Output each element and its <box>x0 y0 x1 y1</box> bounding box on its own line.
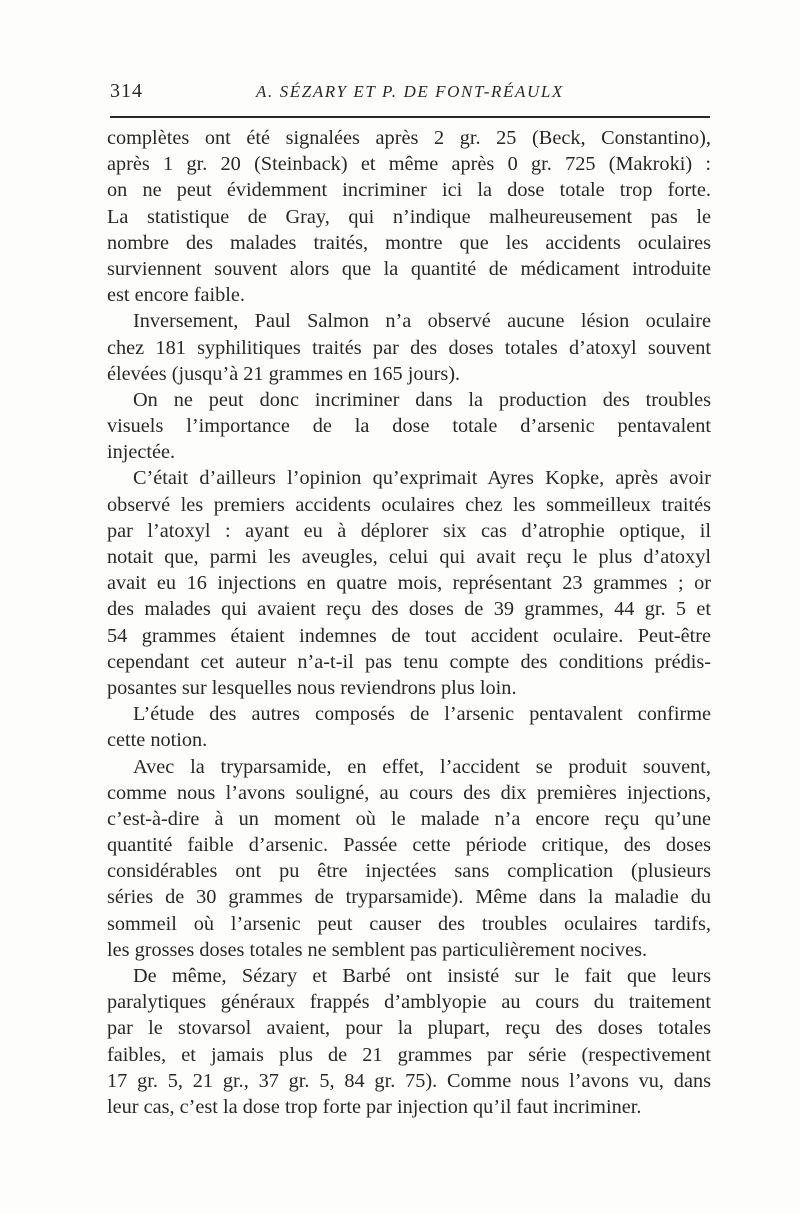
text-line: notait que, parmi les aveugles, celui qui avait reçu le plus d’atoxyl <box>107 546 711 568</box>
text-line: cependant cet auteur n’a-t-il pas tenu compte des conditions prédis- <box>107 650 711 673</box>
text-line: L’étude des autres composés de l’arsenic pentavalent confirme <box>133 703 711 726</box>
text-line: élevées (jusqu’à 21 grammes en 165 jours). <box>107 362 461 385</box>
text-line: est encore faible. <box>107 284 245 307</box>
text-line: complètes ont été signalées après 2 gr. 25 (Beck, Constantino), <box>107 127 711 149</box>
text-line: considérables ont pu être injectées sans complication (plusieurs <box>107 860 711 883</box>
text-line: visuels l’importance de la dose totale d’arsenic pentavalent <box>107 415 711 438</box>
text-line: séries de 30 grammes de tryparsamide). Même dans la maladie du <box>107 886 711 909</box>
text-line: paralytiques généraux frappés d’amblyopie au cours du traitement <box>107 991 711 1014</box>
text-line: faibles, et jamais plus de 21 grammes par série (respectivement <box>107 1043 711 1066</box>
header-rule <box>110 116 710 118</box>
text-line: La statistique de Gray, qui n’indique malheureusement pas le <box>107 205 711 228</box>
text-line: des malades qui avaient reçu des doses de 39 grammes, 44 gr. 5 et <box>107 598 711 621</box>
text-line: surviennent souvent alors que la quantité de médicament introduite <box>107 257 711 280</box>
text-line: sommeil où l’arsenic peut causer des troubles oculaires tardifs, <box>107 912 711 935</box>
page-header <box>110 80 710 110</box>
text-line: comme nous l’avons souligné, au cours des dix premières injections, <box>107 781 711 804</box>
text-line: On ne peut donc incriminer dans la production des troubles <box>133 388 711 411</box>
text-line: injectée. <box>107 441 176 464</box>
text-line: observé les premiers accidents oculaires chez les sommeilleux traités <box>107 493 711 516</box>
running-head: A. SÉZARY ET P. DE FONT-RÉAULX <box>256 82 564 101</box>
text-line: posantes sur lesquelles nous reviendrons plus loin. <box>107 676 517 699</box>
text-line: C’était d’ailleurs l’opinion qu’exprimait Ayres Kopke, après avoir <box>133 467 711 490</box>
text-line: quantité faible d’arsenic. Passée cette période critique, des doses <box>107 834 711 857</box>
text-line: De même, Sézary et Barbé ont insisté sur le fait que leurs <box>133 965 711 987</box>
text-line: 54 grammes étaient indemnes de tout accident oculaire. Peut-être <box>107 624 711 647</box>
text-line: après 1 gr. 20 (Steinback) et même après 0 gr. 725 (Makroki) : <box>107 153 711 176</box>
text-line: les grosses doses totales ne semblent pas particulièrement nocives. <box>107 938 648 961</box>
text-line: 17 gr. 5, 21 gr., 37 gr. 5, 84 gr. 75). Comme nous l’avons vu, dans <box>107 1069 711 1092</box>
text-line: chez 181 syphilitiques traités par des doses totales d’atoxyl souvent <box>107 336 711 359</box>
text-line: on ne peut évidemment incriminer ici la dose totale trop forte. <box>107 179 711 202</box>
text-line: Inversement, Paul Salmon n’a observé aucune lésion oculaire <box>133 310 711 333</box>
text-line: Avec la tryparsamide, en effet, l’accident se produit souvent, <box>133 755 711 778</box>
text-line: c’est-à-dire à un moment où le malade n’a encore reçu qu’une <box>107 807 711 830</box>
text-line: leur cas, c’est la dose trop forte par injection qu’il faut incriminer. <box>107 1095 642 1118</box>
text-line: avait eu 16 injections en quatre mois, représentant 23 grammes ; or <box>107 572 711 595</box>
text-line: par l’atoxyl : ayant eu à déplorer six cas d’atrophie optique, il <box>107 519 711 542</box>
text-line: nombre des malades traités, montre que les accidents oculaires <box>107 231 711 254</box>
text-line: cette notion. <box>107 729 208 752</box>
text-line: par le stovarsol avaient, pour la plupart, reçu des doses totales <box>107 1017 711 1040</box>
body-text <box>107 125 711 1120</box>
page-number: 314 <box>110 80 143 102</box>
